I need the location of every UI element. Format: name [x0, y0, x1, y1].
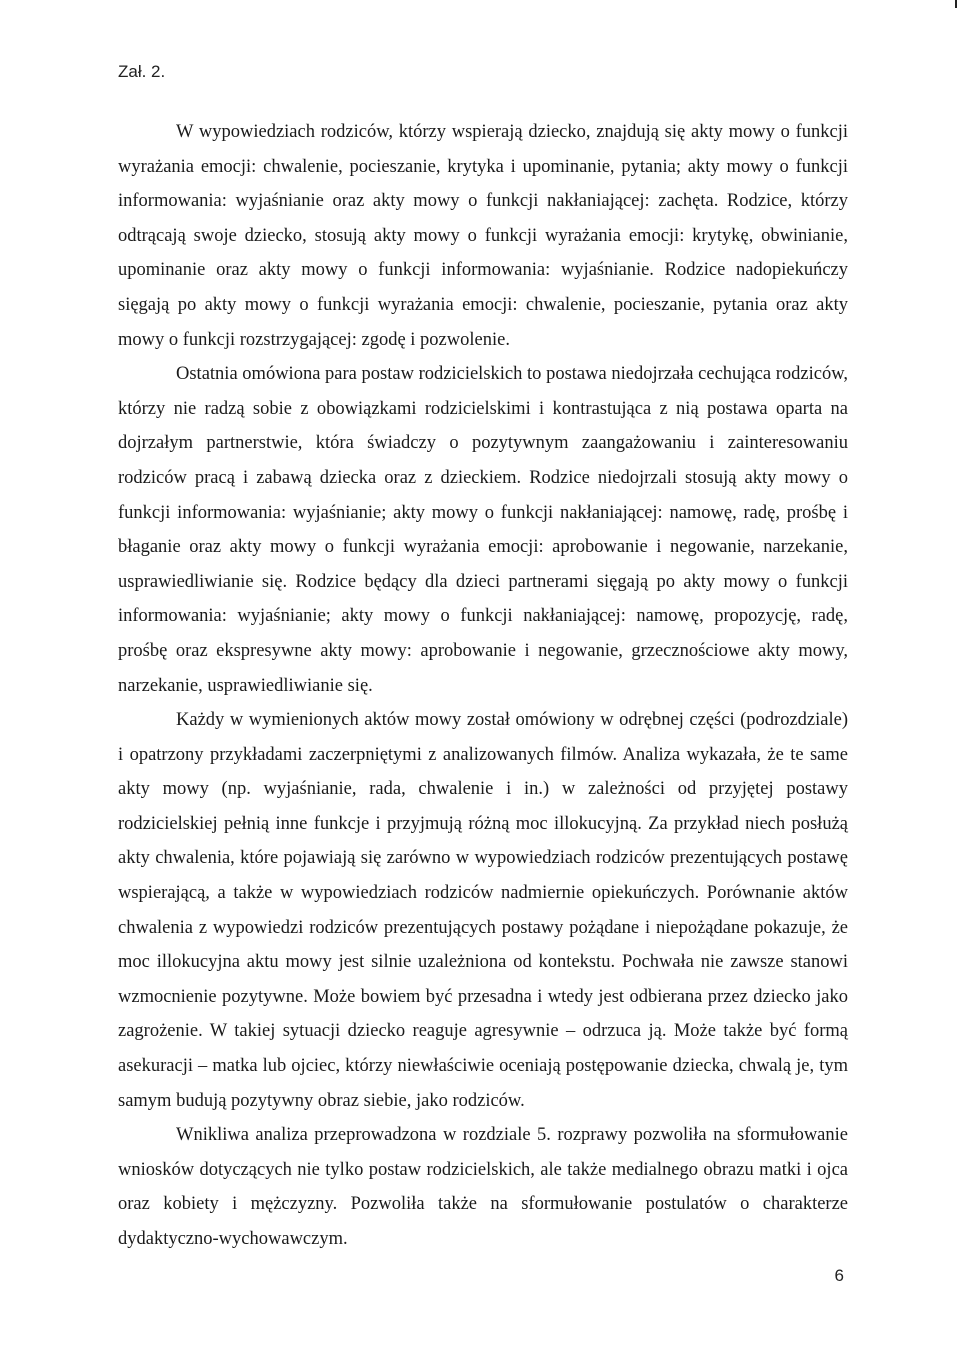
document-body — [118, 115, 848, 1257]
paragraph-3: Każdy w wymienionych aktów mowy został omówiony w odrębnej części (podrozdziale) i opatrzony przykładami zaczerpniętymi z analizowanych filmów. Analiza wykazała, że te same akty mowy (np. wyjaśnianie, rada, chwalenie i in.) w zależności od przyjętej postawy rodzicielskiej pełnią inne funkcje i przyjmują różną moc illokucyjną. Za przykład niech posłużą akty chwalenia, które pojawiają się zarówno w wypowiedziach rodziców prezentujących postawę wspierającą, a także w wypowiedziach rodziców nadmiernie opiekuńczych. Porównanie aktów chwalenia z wypowiedzi rodziców prezentujących postawy pożądane i niepożądane pokazuje, że moc illokucyjna aktu mowy jest silnie uzależniona od kontekstu. Pochwała nie zawsze stanowi wzmocnienie pozytywne. Może bowiem być przesadna i wtedy jest odbierana przez dziecko jako zagrożenie. W takiej sytuacji dziecko reaguje agresywnie – odrzuca ją. Może także być formą asekuracji – matka lub ojciec, którzy niewłaściwie oceniają postępowanie dziecka, chwalą je, tym samym budują pozytywny obraz siebie, jako rodziców. — [118, 710, 848, 1111]
paragraph-4: Wnikliwa analiza przeprowadzona w rozdziale 5. rozprawy pozwoliła na sformułowanie wniosków dotyczących nie tylko postaw rodzicielskich, ale także medialnego obrazu matki i ojca oraz kobiety i mężczyzny. Pozwoliła także na sformułowanie postulatów o charakterze dydaktyczno-wychowawczym. — [118, 1125, 848, 1249]
page-edge-mark — [955, 0, 957, 8]
paragraph-1: W wypowiedziach rodziców, którzy wspierają dziecko, znajdują się akty mowy o funkcji wyrażania emocji: chwalenie, pocieszanie, krytyka i upominanie, pytania; akty mowy o funkcji informowania: wyjaśnianie oraz akty mowy o funkcji nakłaniającej: zachęta. Rodzice, którzy odtrącają swoje dziecko, stosują akty mowy o funkcji wyrażania emocji: krytykę, obwinianie, upominanie oraz akty mowy o funkcji informowania: wyjaśnianie. Rodzice nadopiekuńczy sięgają po akty mowy o funkcji wyrażania emocji: chwalenie, pocieszanie, pytania oraz akty mowy o funkcji rozstrzygającej: zgodę i pozwolenie. — [118, 122, 848, 350]
page-number: 6 — [834, 1266, 844, 1285]
paragraph-2: Ostatnia omówiona para postaw rodzicielskich to postawa niedojrzała cechująca rodziców, którzy nie radzą sobie z obowiązkami rodzicielskimi i kontrastująca z nią postawa oparta na dojrzałym partnerstwie, która świadczy o pozytywnym zaangażowaniu i zainteresowaniu rodziców pracą i zabawą dziecka oraz z dzieckiem. Rodzice niedojrzali stosują akty mowy o funkcji informowania: wyjaśnianie; akty mowy o funkcji nakłaniającej: namowę, radę, prośbę i błaganie oraz akty mowy o funkcji wyrażania emocji: aprobowanie i negowanie, narzekanie, usprawiedliwianie się. Rodzice będący dla dzieci partnerami sięgają po akty mowy o funkcji informowania: wyjaśnianie; akty mowy o funkcji nakłaniającej: namowę, propozycję, radę, prośbę oraz ekspresywne akty mowy: aprobowanie i negowanie, grzecznościowe akty mowy, narzekanie, usprawiedliwianie się. — [118, 364, 848, 696]
attachment-label: Zał. 2. — [118, 62, 166, 81]
